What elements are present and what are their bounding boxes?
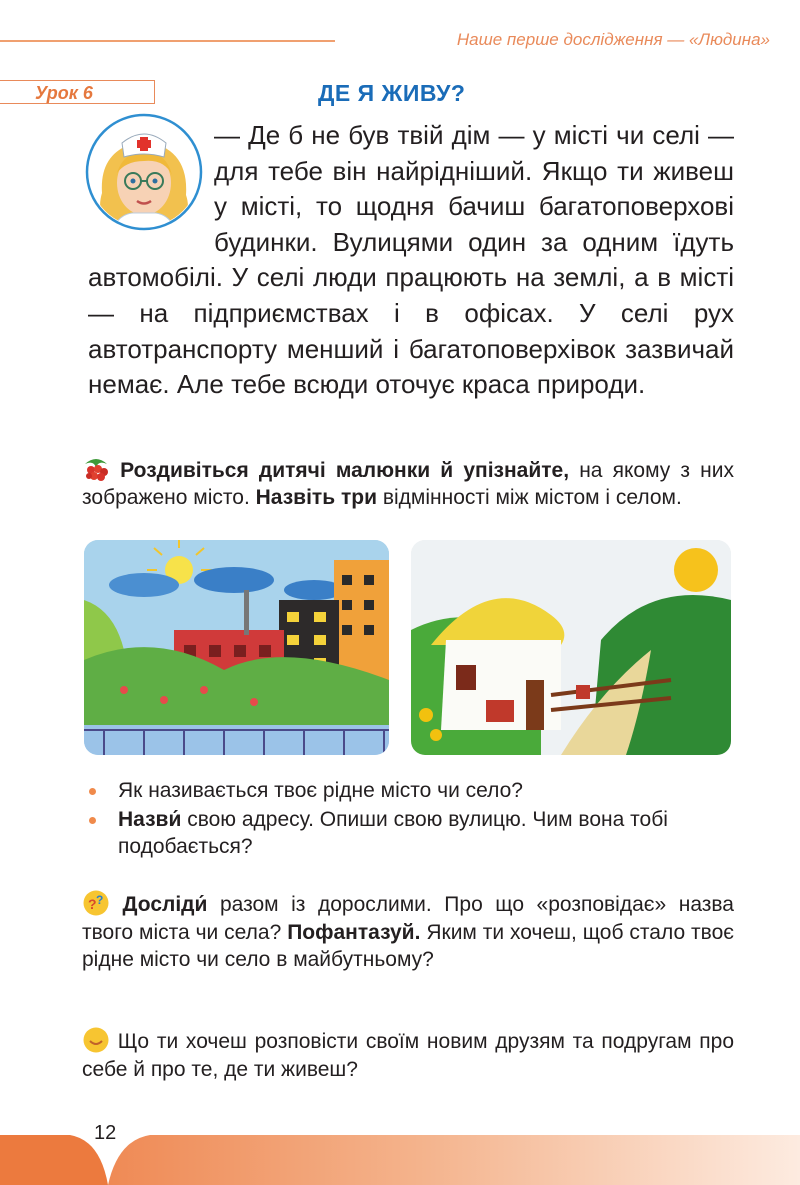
research-bold-1: Досліди́ (122, 893, 208, 916)
task-paragraph (82, 456, 734, 511)
question-2-bold: Назви́ (118, 808, 182, 831)
footer-band (0, 1135, 800, 1185)
svg-text:?: ? (96, 893, 104, 907)
smile-icon (82, 1027, 110, 1053)
share-text: Що ти хочеш розповісти своїм новим друзям та подругам про себе й про те, де ти живеш? (82, 1030, 734, 1081)
question-marks-icon (82, 890, 110, 916)
research-bold-2: Пофантазуй. (287, 920, 421, 944)
list-item (88, 777, 734, 804)
task-bold-2: Назвіть три (255, 486, 377, 509)
city-drawing (84, 540, 389, 755)
lesson-title: ДЕ Я ЖИВУ? (318, 80, 466, 106)
village-drawing (411, 540, 731, 755)
question-1: Як називається твоє рідне місто чи село? (118, 779, 523, 802)
research-text-1: разом із дорослими. Про що «розповідає» назва твого міста чи села? (82, 893, 734, 944)
intro-paragraph (88, 118, 734, 403)
avatar-spacer (88, 118, 214, 254)
section-title: Наше перше дослідження — «Людина» (456, 30, 770, 49)
svg-text:?: ? (88, 896, 97, 912)
share-paragraph (82, 1027, 734, 1083)
rowan-berries-icon (82, 456, 110, 482)
lesson-label: Урок 6 (35, 83, 93, 103)
research-text-2: Яким ти хочеш, щоб стало твоє рідне місто чи село в майбутньому? (82, 920, 734, 971)
research-paragraph (82, 890, 734, 974)
lesson-label-box (0, 80, 155, 104)
header-rule (0, 40, 335, 42)
task-text-2: відмінності між містом і селом. (376, 486, 682, 509)
question-list (88, 777, 734, 862)
list-item (88, 806, 734, 860)
intro-text: — Де б не був твій дім — у місті чи селі — для тебе він найрідніший. Якщо ти живеш у місті, то щодня бачиш багатоповерхові будинки. Вулицями один за одним їдуть автомобілі. У селі люди працюють на землі, а в місті — на підприємствах і в офісах. У селі рух автотранспорту менший і багатоповерхівок зазвичай немає. Але тебе всюди оточує краса природи. (88, 120, 734, 400)
question-2-text: свою адресу. Опиши свою вулицю. Чим вона тобі подобається? (118, 808, 668, 858)
task-text-1: на якому з них зображено місто. (82, 459, 734, 509)
task-bold-1: Роздивіться дитячі малюнки й упізнайте, (120, 459, 570, 482)
page-number: 12 (94, 1122, 117, 1144)
